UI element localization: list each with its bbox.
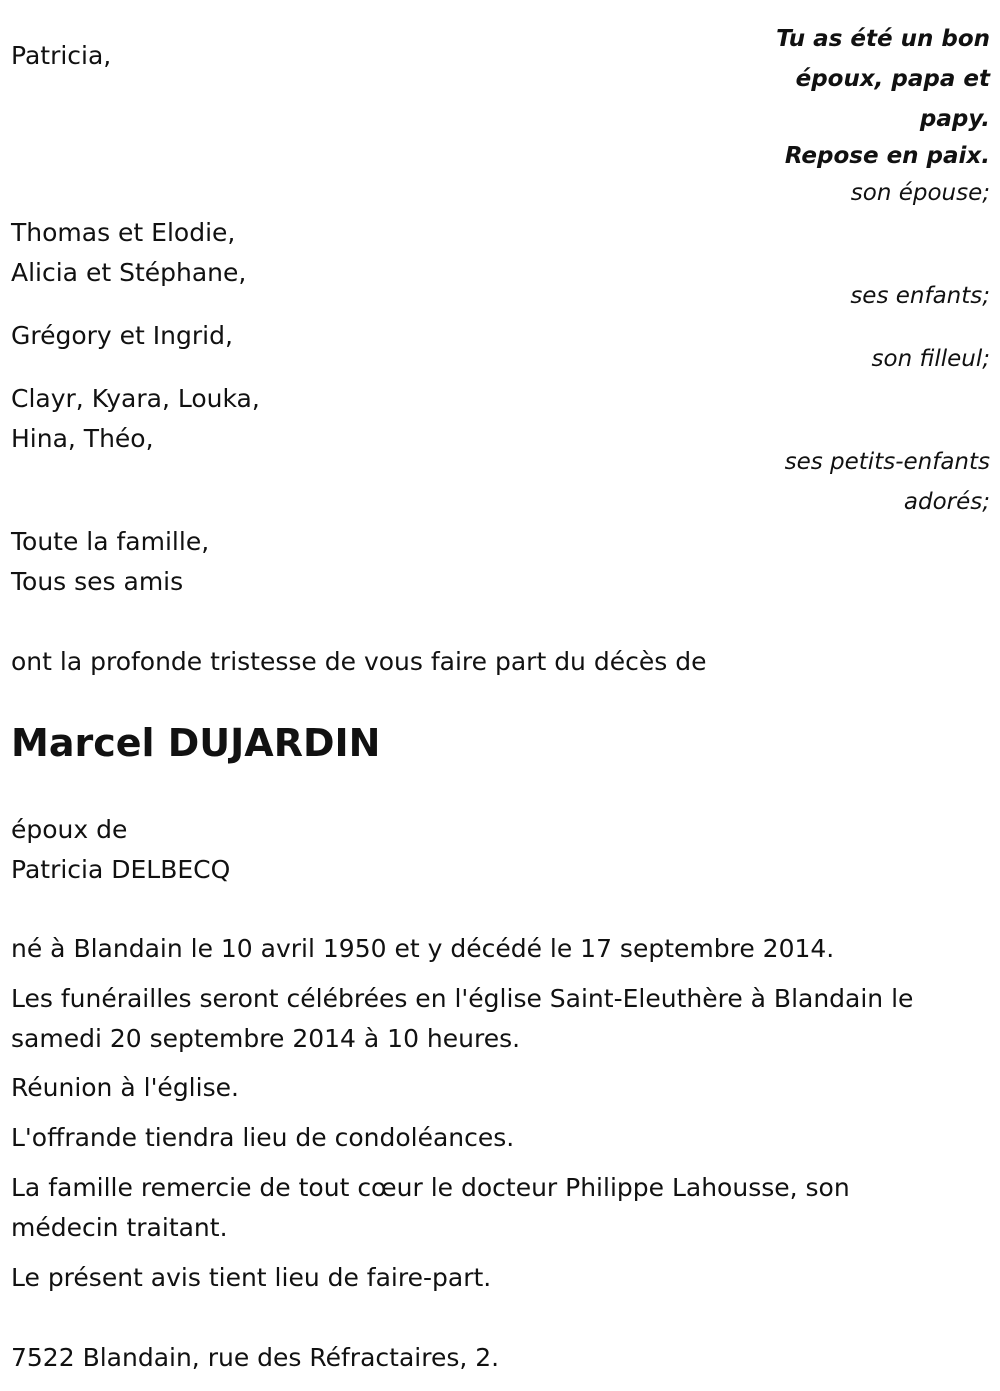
role-grandchildren-line-1: ses petits-enfants: [784, 449, 990, 475]
notice-text: Le présent avis tient lieu de faire-part.: [11, 1263, 492, 1292]
offering-text: L'offrande tiendra lieu de condoléances.: [11, 1123, 515, 1152]
godson-names: Grégory et Ingrid,: [11, 321, 233, 350]
funeral-line-1: Les funérailles seront célébrées en l'église Saint-Eleuthère à Blandain le: [11, 984, 914, 1013]
spouse-info-line-1: époux de: [11, 815, 128, 844]
grandchildren-line-1: Clayr, Kyara, Louka,: [11, 384, 260, 413]
spouse-info-line-2: Patricia DELBECQ: [11, 855, 231, 884]
meeting-text: Réunion à l'église.: [11, 1073, 239, 1102]
address-text: 7522 Blandain, rue des Réfractaires, 2.: [11, 1343, 500, 1372]
role-children: ses enfants;: [850, 283, 990, 309]
spouse-name: Patricia,: [11, 41, 112, 70]
deceased-name: Marcel DUJARDIN: [11, 721, 381, 765]
epitaph-line-1: Tu as été un bon: [776, 26, 990, 52]
role-grandchildren-line-2: adorés;: [903, 489, 990, 515]
birth-death-text: né à Blandain le 10 avril 1950 et y décédé le 17 septembre 2014.: [11, 934, 835, 963]
role-godson: son filleul;: [871, 346, 990, 372]
grandchildren-line-2: Hina, Théo,: [11, 424, 154, 453]
family-line-2: Tous ses amis: [11, 567, 184, 596]
epitaph-line-4: Repose en paix.: [784, 143, 990, 169]
children-line-1: Thomas et Elodie,: [11, 218, 236, 247]
children-line-2: Alicia et Stéphane,: [11, 258, 247, 287]
epitaph-line-2: époux, papa et: [795, 66, 990, 92]
announcement-text: ont la profonde tristesse de vous faire part du décès de: [11, 647, 707, 676]
epitaph-line-3: papy.: [919, 106, 990, 132]
thanks-line-2: médecin traitant.: [11, 1213, 228, 1242]
thanks-line-1: La famille remercie de tout cœur le docteur Philippe Lahousse, son: [11, 1173, 850, 1202]
role-spouse: son épouse;: [850, 180, 990, 206]
family-line-1: Toute la famille,: [11, 527, 210, 556]
funeral-line-2: samedi 20 septembre 2014 à 10 heures.: [11, 1024, 521, 1053]
